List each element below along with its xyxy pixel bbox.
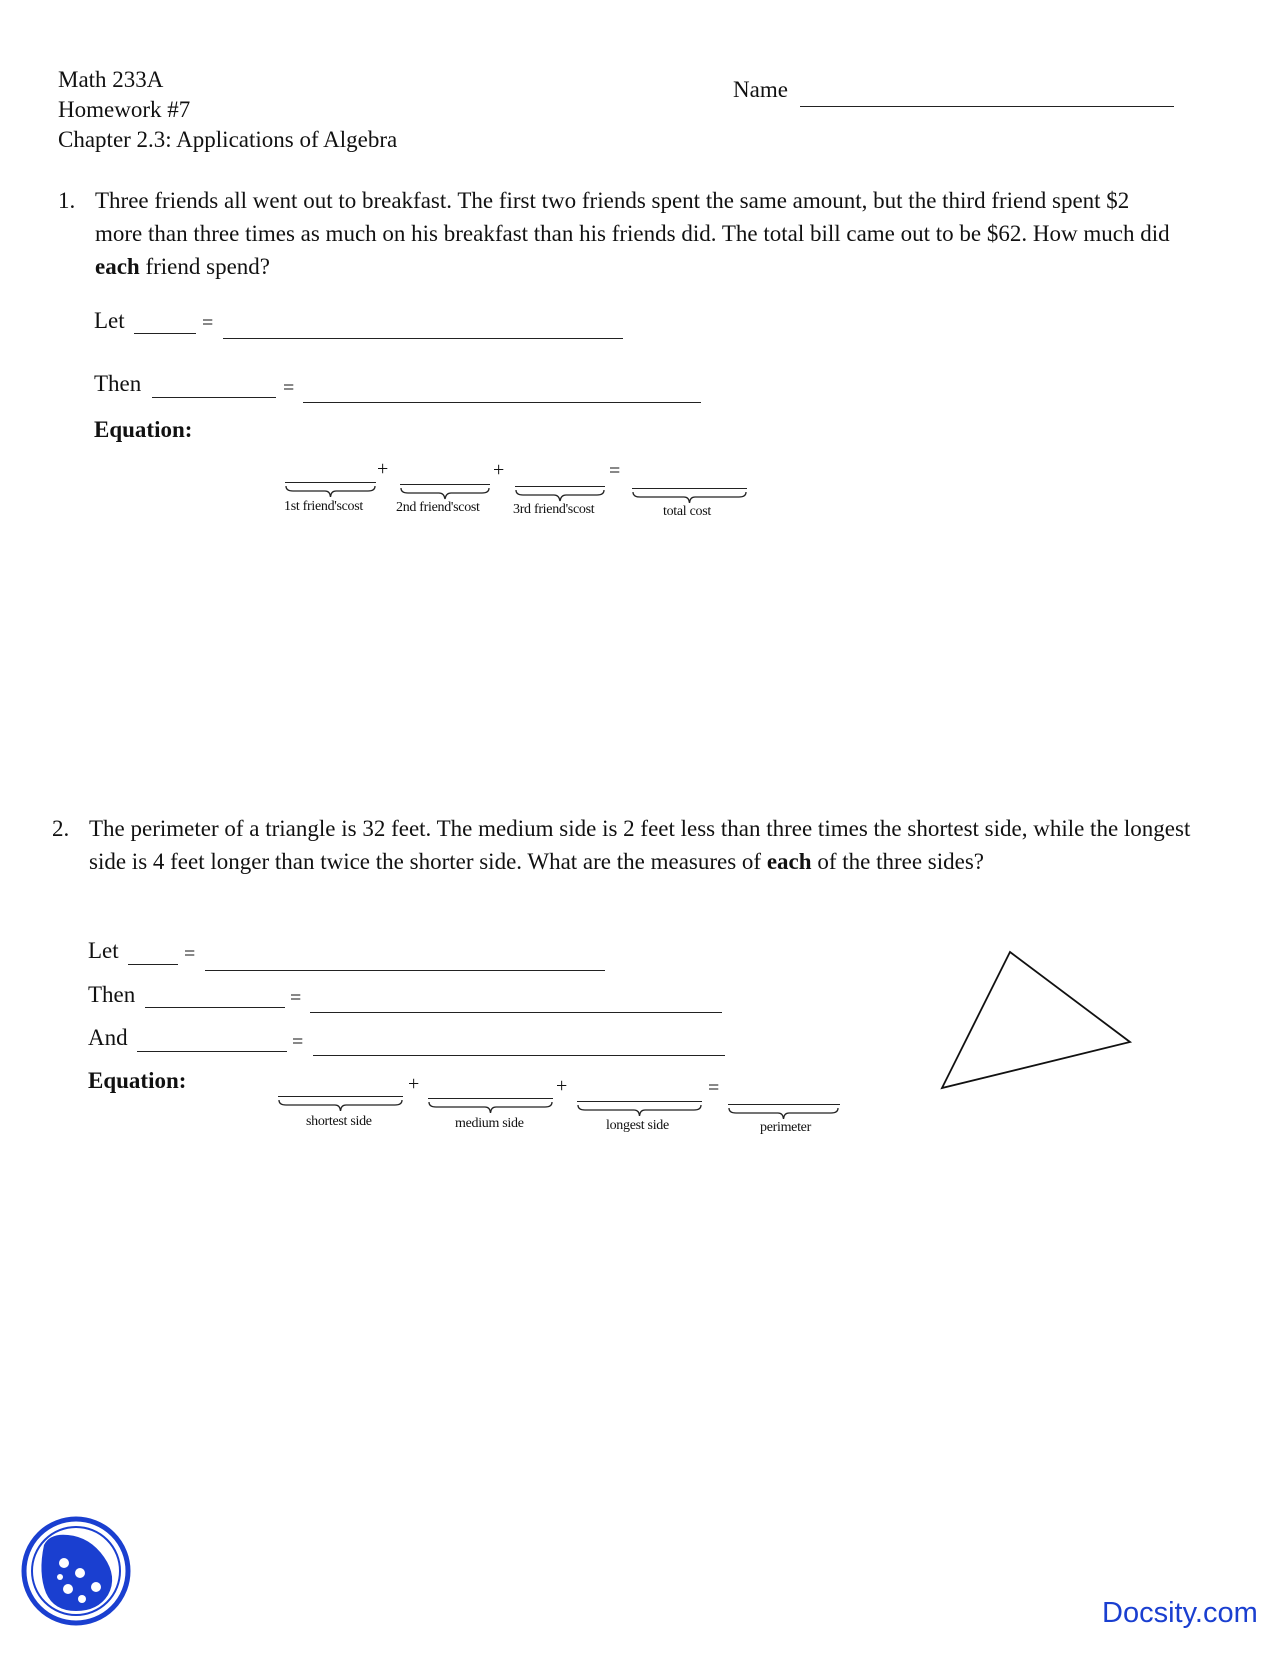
problem1-term2-label: 2nd friend'scost [396,500,480,515]
problem1-text-part2: friend spend? [139,254,271,279]
problem1-let-definition-blank[interactable] [223,338,623,339]
docsity-logo-icon [20,1515,132,1627]
problem2-perimeter-label: perimeter [760,1120,811,1135]
problem1-text-bold: each [95,254,140,279]
problem2-text-bold: each [766,849,812,874]
problem2-term2-label: medium side [455,1116,524,1131]
problem1-then-equals: = [283,377,295,399]
name-line[interactable] [800,106,1174,107]
problem2-and-label: And [88,1025,128,1050]
problem2-let-variable-blank[interactable] [128,964,178,965]
problem2-and-equals: = [292,1031,304,1053]
problem2-term1-brace [278,1099,403,1113]
problem1-term3-blank[interactable] [515,486,605,487]
problem1-text [95,184,1180,283]
problem1-equals-sign: = [609,460,621,482]
problem2-then-label: Then [88,982,136,1007]
problem1-let-variable-blank[interactable] [134,333,196,334]
problem1-term1-brace [285,485,376,499]
problem1-number: 1. [58,188,76,213]
problem1-then-definition-blank[interactable] [303,402,701,403]
problem2-term2-brace [428,1101,553,1115]
problem2-and-variable-blank[interactable] [137,1051,287,1052]
problem2-term3-label: longest side [606,1118,669,1133]
problem1-text-part1: Three friends all went out to breakfast. The first two friends spent the same amount, but the third friend spent $2 more than three times as much on his breakfast than his friends did. The total bill came out to be $62. How much did [95,188,1170,246]
problem2-term3-blank[interactable] [577,1101,702,1102]
problem2-text-part1: The perimeter of a triangle is 32 feet. The medium side is 2 feet less than three times the shortest side, while the longest side is 4 feet longer than twice the shorter side. What are the measures of [89,816,1191,874]
problem2-term1-blank[interactable] [278,1096,403,1097]
triangle-figure [930,940,1140,1090]
name-label: Name [733,77,788,102]
problem1-let-label: Let [94,308,125,333]
problem2-number: 2. [52,816,70,841]
problem2-text-part2: of the three sides? [811,849,984,874]
problem1-term2-brace [400,487,490,501]
docsity-brand-link[interactable]: Docsity.com [1102,1597,1258,1629]
course-title: Math 233A [58,67,164,92]
problem2-plus-2: + [556,1075,568,1097]
problem2-equation-label: Equation: [88,1068,187,1093]
problem1-then-label: Then [94,371,142,396]
homework-title: Homework #7 [58,97,191,122]
problem1-total-brace [632,491,747,505]
problem2-term2-blank[interactable] [428,1098,553,1099]
problem1-total-label: total cost [663,504,711,519]
problem1-then-variable-blank[interactable] [152,397,276,398]
problem2-equals-sign: = [708,1077,720,1099]
problem2-perimeter-brace [728,1107,840,1121]
problem1-term2-blank[interactable] [400,484,490,485]
problem2-let-definition-blank[interactable] [205,970,605,971]
problem1-term1-label: 1st friend'scost [284,499,363,514]
problem2-then-equals: = [290,987,302,1009]
problem1-equation-label: Equation: [94,417,193,442]
problem1-total-blank[interactable] [632,488,747,489]
problem2-text [89,812,1194,878]
problem2-perimeter-blank[interactable] [728,1104,840,1105]
problem1-plus-2: + [493,459,505,481]
problem2-then-definition-blank[interactable] [310,1012,722,1013]
problem2-then-variable-blank[interactable] [145,1007,285,1008]
problem2-plus-1: + [408,1073,420,1095]
problem2-term3-brace [577,1104,702,1118]
problem1-term3-label: 3rd friend'scost [513,502,595,517]
problem1-let-equals: = [202,312,214,334]
chapter-title: Chapter 2.3: Applications of Algebra [58,127,398,152]
problem1-plus-1: + [377,458,389,480]
problem2-let-label: Let [88,938,119,963]
problem1-term3-brace [515,489,605,503]
problem1-term1-blank[interactable] [285,482,376,483]
problem2-let-equals: = [184,943,196,965]
problem2-and-definition-blank[interactable] [313,1055,725,1056]
problem2-term1-label: shortest side [306,1114,372,1129]
